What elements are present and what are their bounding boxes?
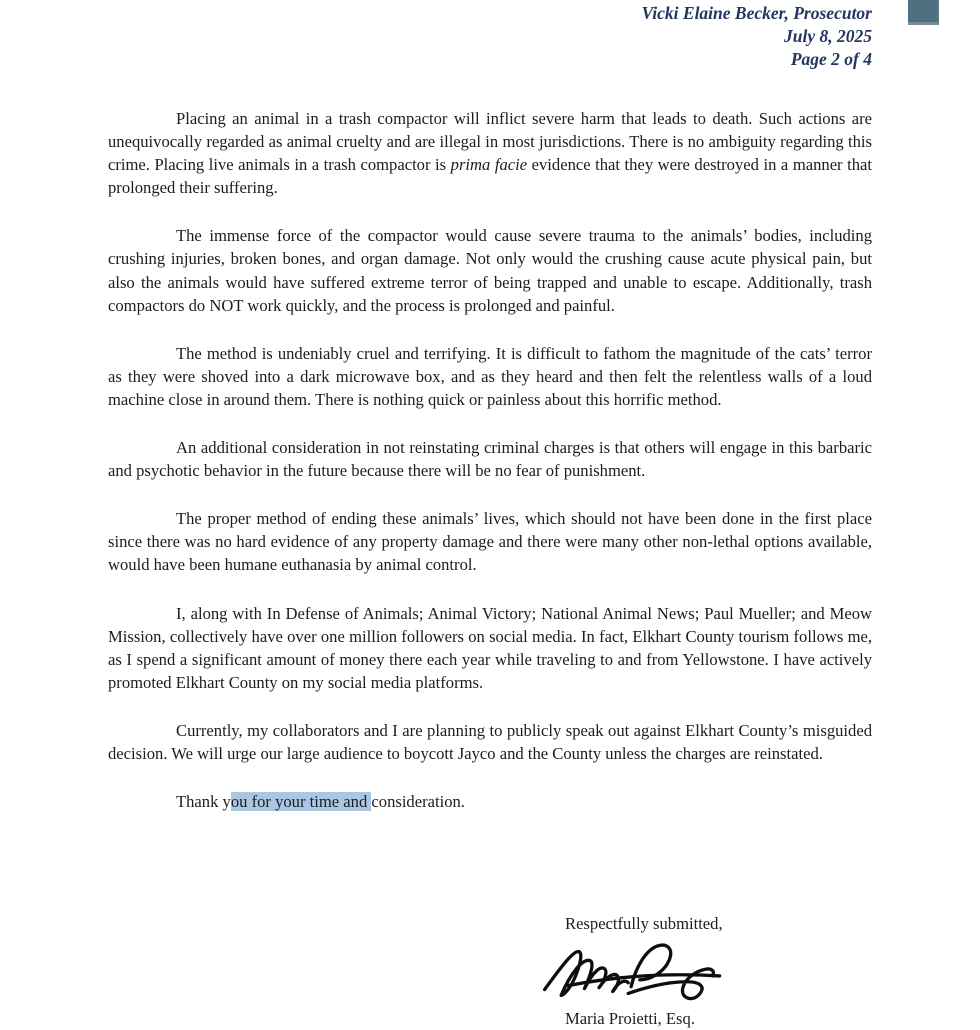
paragraph: [108, 224, 872, 316]
paragraph-text: The proper method of ending these animals’ lives, which should not have been done in the first place since there was no hard evidence of any property damage and there were many other non-lethal options available, would have been humane euthanasia by animal control.: [108, 509, 872, 575]
paragraph-text: The method is undeniably cruel and terrifying. It is difficult to fathom the magnitude of the cats’ terror as they were shoved into a dark microwave box, and as they heard and then felt the relentless walls of a loud machine close in around them. There is nothing quick or painless about this horrific method.: [108, 343, 872, 409]
paragraph: [108, 436, 872, 482]
paragraph-text: Placing an animal in a trash compactor will inflict severe harm that leads to death. Such actions are unequivocally regarded as animal cruelty and are illegal in most jurisdictions. There is no ambiguity regarding this crime. Placing live animals in a trash compactor is: [108, 109, 872, 175]
paragraph-text: An additional consideration in not reinstating criminal charges is that others will engage in this barbaric and psychotic behavior in the future because there will be no fear of punishment.: [108, 438, 872, 481]
paragraph-text: Currently, my collaborators and I are planning to publicly speak out against Elkhart County’s misguided decision. We will urge our large audience to boycott Jayco and the County unless the charges are reinstated.: [108, 720, 872, 763]
paragraph: [108, 719, 872, 765]
selected-text: ou for your time and: [230, 792, 372, 812]
signer-name: Maria Proietti, Esq.: [565, 1009, 695, 1028]
header-author-line: Vicki Elaine Becker, Prosecutor: [641, 3, 872, 23]
letter-body: [108, 107, 872, 838]
paragraph-text: Thank y: [176, 792, 231, 812]
closing-block: [538, 912, 838, 1030]
paragraph: [108, 507, 872, 576]
corner-accent-square: [908, 0, 939, 25]
closing-salutation: Respectfully submitted,: [565, 914, 723, 933]
paragraph: [108, 107, 872, 199]
signature-wrap: [538, 939, 838, 1011]
page-header: [642, 2, 872, 71]
paragraph: [108, 342, 872, 411]
handwritten-signature-icon: [538, 939, 734, 1009]
paragraph-text: I, along with In Defense of Animals; Animal Victory; National Animal News; Paul Mueller; and Meow Mission, collectively have over one million followers on social media. In fact, Elkhart County tourism follows me, as I spend a significant amount of money there each year while traveling to and from Yellowstone. I have actively promoted Elkhart County on my social media platforms.: [108, 603, 872, 692]
paragraph-text: consideration.: [371, 792, 465, 812]
header-page-number-line: Page 2 of 4: [790, 49, 872, 69]
paragraph: [108, 790, 872, 813]
paragraph-text: The immense force of the compactor would cause severe trauma to the animals’ bodies, including crushing injuries, broken bones, and organ damage. Not only would the crushing cause acute physical pain, but also the animals would have suffered extreme terror of being trapped and unable to escape. Additionally, trash compactors do NOT work quickly, and the process is prolonged and painful.: [108, 226, 872, 315]
italic-phrase: prima facie: [450, 155, 528, 175]
header-date-line: July 8, 2025: [784, 26, 872, 46]
paragraph: [108, 602, 872, 694]
paragraph-text: evidence that they were destroyed in a manner that prolonged their suffering.: [108, 155, 872, 198]
